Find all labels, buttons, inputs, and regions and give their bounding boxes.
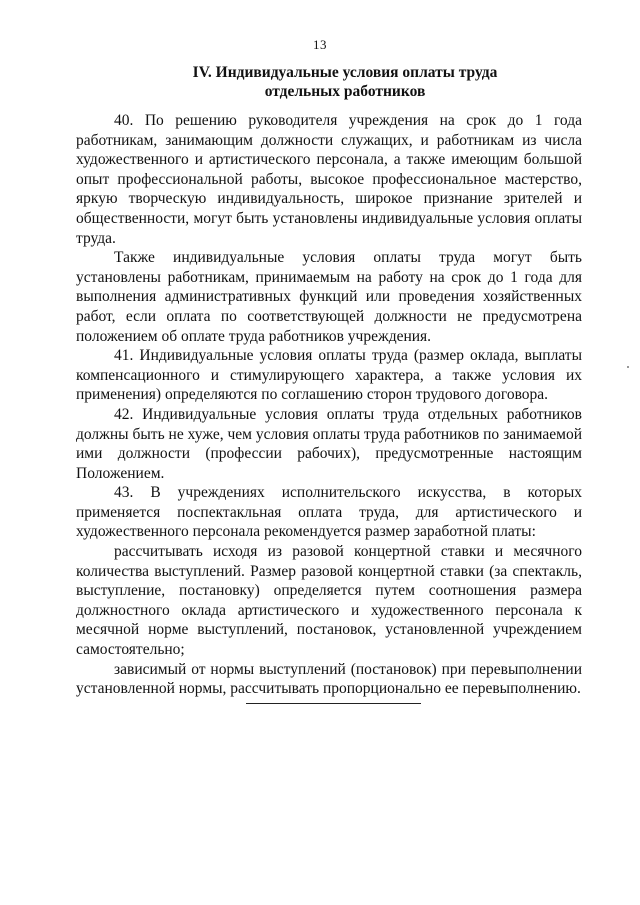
end-separator-line bbox=[246, 703, 421, 704]
paragraph-40: 40. По решению руководителя учреждения на срок до 1 года работникам, занимающим должности служащих, и работникам из числа художественного и артистического персонала, а также имеющим большой опыт профессиональной работы, высокое профессиональное мастерство, яркую творческую индивидуальность, широкое признание зрителей и общественности, могут быть установлены индивидуальные условия оплаты труда. bbox=[76, 112, 582, 247]
section-heading bbox=[150, 63, 540, 101]
section-heading-line-1: IV. Индивидуальные условия оплаты труда bbox=[192, 64, 498, 81]
paragraph-43-option-1: рассчитывать исходя из разовой концертной ставки и месячного количества выступлений. Размер разовой концертной ставки (за спектакль, выступление, постановку) определяется путем соотношения размера должностного оклада артистического и художественного персонала к месячной норме выступлений, постановок, установленной учреждением самостоятельно; bbox=[76, 543, 582, 659]
page-number: 13 bbox=[313, 37, 327, 52]
paragraph-41: 41. Индивидуальные условия оплаты труда (размер оклада, выплаты компенсационного и стимулирующего характера, а также условия их применения) определяются по соглашению сторон трудового договора. bbox=[76, 347, 582, 404]
body-text bbox=[76, 111, 582, 699]
paragraph-40-continued: Также индивидуальные условия оплаты труда могут быть установлены работникам, принимаемым на работу на срок до 1 года для выполнения административных функций или проведения хозяйственных работ, если оплата по соответствующей должности не предусмотрена положением об оплате труда работников учреждения. bbox=[76, 249, 582, 345]
section-heading-line-2: отдельных работников bbox=[264, 83, 426, 100]
paragraph-42: 42. Индивидуальные условия оплаты труда отдельных работников должны быть не хуже, чем условия оплаты труда работников по занимаемой ими должности (профессии рабочих), предусмотренные настоящим Положением. bbox=[76, 405, 582, 482]
paragraph-43: 43. В учреждениях исполнительского искусства, в которых применяется поспектакльная оплата труда, для артистического и художественного персонала рекомендуется размер заработной платы: bbox=[76, 484, 582, 541]
paragraph-43-option-2: зависимый от нормы выступлений (постановок) при перевыполнении установленной нормы, рассчитывать пропорционально ее перевыполнению. bbox=[76, 660, 582, 698]
scan-speck bbox=[627, 366, 629, 368]
